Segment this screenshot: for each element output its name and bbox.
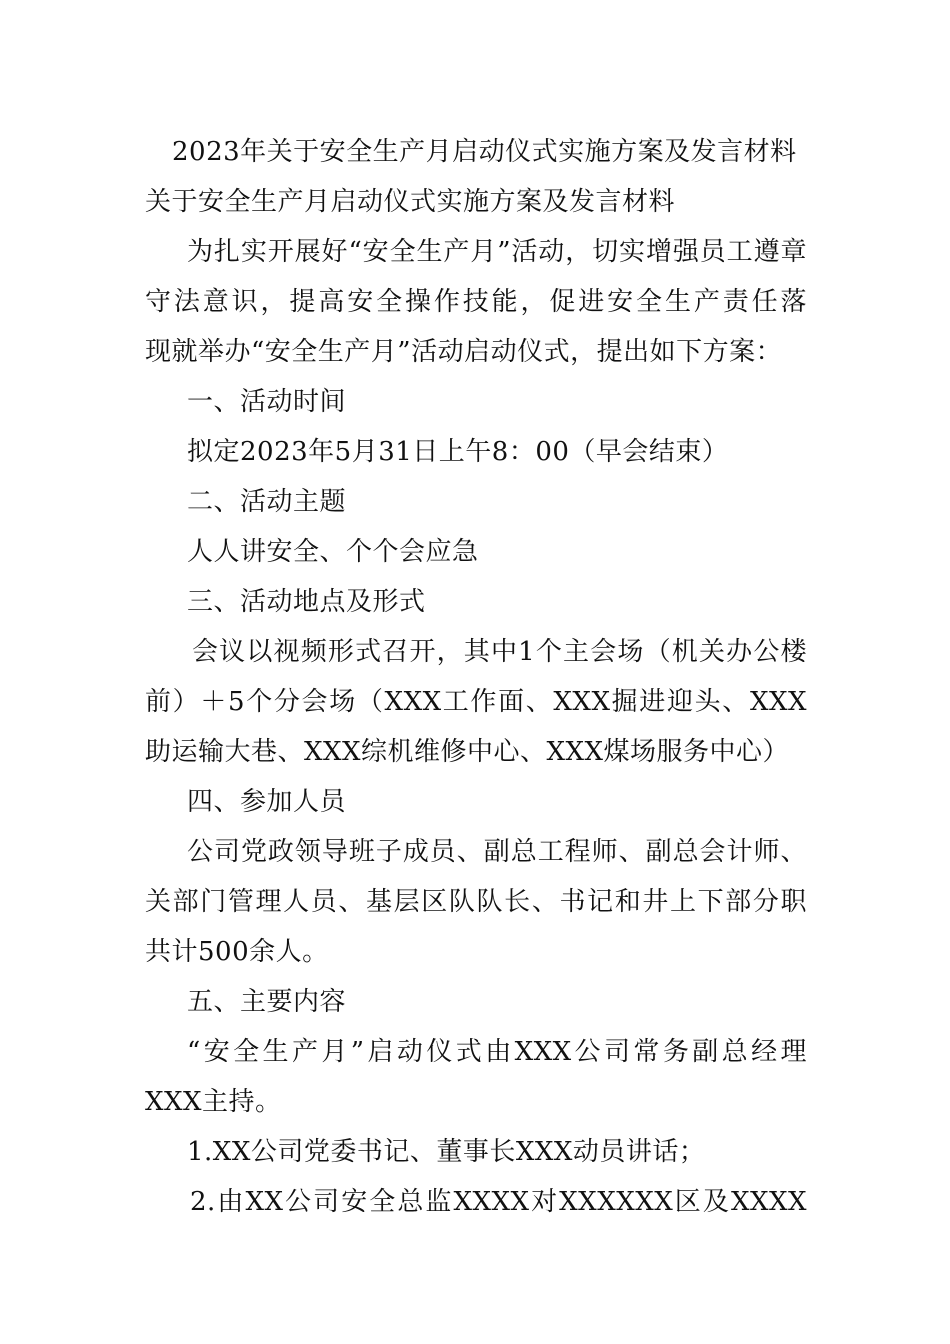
section4-line-1: 公司党政领导班子成员、副总工程师、副总会计师、 <box>187 837 807 867</box>
section3-heading: 三、活动地点及形式 <box>187 587 426 617</box>
section1-content: 拟定2023年5月31日上午8：00（早会结束） <box>187 437 729 467</box>
intro-line-1: 为扎实开展好“安全生产月”活动，切实增强员工遵章 <box>187 237 807 267</box>
document-subtitle: 关于安全生产月启动仪式实施方案及发言材料 <box>145 187 676 217</box>
section4-line-3: 共计500余人。 <box>145 937 329 967</box>
section2-content: 人人讲安全、个个会应急 <box>187 537 479 567</box>
section5-line-2: XXX主持。 <box>145 1087 282 1117</box>
section3-line-3: 助运输大巷、XXX综机维修中心、XXX煤场服务中心） <box>145 737 790 767</box>
intro-line-3: 现就举办“安全生产月”活动启动仪式，提出如下方案： <box>145 337 783 367</box>
section4-heading: 四、参加人员 <box>187 787 347 817</box>
section3-line-1: 会议以视频形式召开，其中1个主会场（机关办公楼 <box>192 637 807 667</box>
document-title: 2023年关于安全生产月启动仪式实施方案及发言材料 <box>172 137 797 167</box>
section5-heading: 五、主要内容 <box>187 987 347 1017</box>
section5-line-1: “安全生产月”启动仪式由XXX公司常务副总经理 <box>187 1037 807 1067</box>
section5-item-2: 2.由XX公司安全总监XXXX对XXXXXX区及XXXX <box>190 1187 807 1217</box>
intro-line-2: 守法意识，提高安全操作技能，促进安全生产责任落 <box>145 287 807 317</box>
section1-heading: 一、活动时间 <box>187 387 347 417</box>
section3-line-2: 前）＋5个分会场（XXX工作面、XXX掘进迎头、XXX <box>145 687 807 717</box>
section4-line-2: 关部门管理人员、基层区队队长、书记和井上下部分职 <box>145 887 807 917</box>
section5-item-1: 1.XX公司党委书记、董事长XXX动员讲话； <box>187 1137 706 1167</box>
section2-heading: 二、活动主题 <box>187 487 347 517</box>
